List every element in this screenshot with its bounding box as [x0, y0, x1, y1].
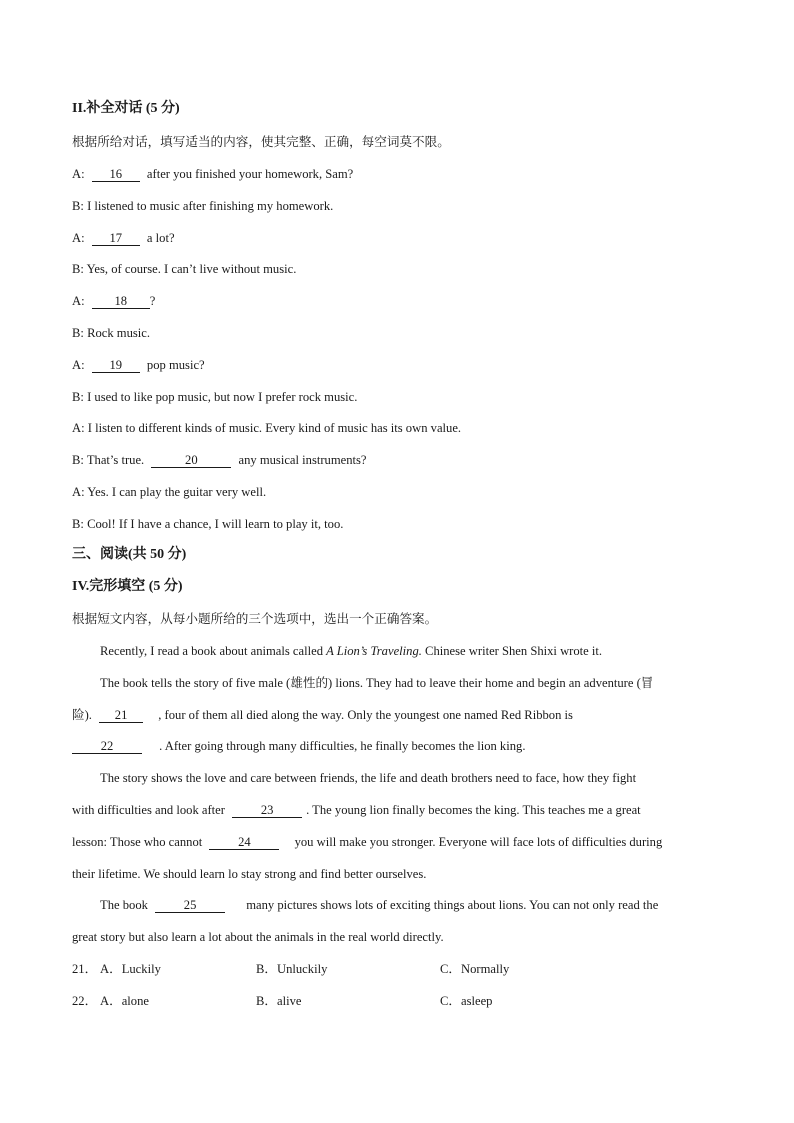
answer-blank[interactable]: 16	[92, 167, 140, 182]
cloze-blank-25[interactable]: 25	[155, 898, 225, 913]
cloze-blank-22[interactable]: 22	[72, 739, 142, 754]
section-heading-dialogue: II.补全对话 (5 分)	[72, 101, 180, 116]
option-b[interactable]: B．Unluckily	[256, 962, 328, 976]
passage-paragraph-4-line-2: great story but also learn a lot about the animals in the real world directly.	[72, 930, 444, 944]
question-number: 22．	[72, 994, 98, 1008]
option-c[interactable]: C．Normally	[440, 962, 510, 976]
dialogue-line	[72, 420, 461, 436]
speaker-label: A:	[72, 294, 85, 308]
dialogue-text: Yes. I can play the guitar very well.	[87, 485, 267, 499]
passage-paragraph-4-line-1	[100, 897, 658, 913]
section-instruction-cloze: 根据短文内容，从每小题所给的三个选项中，选出一个正确答案。	[72, 612, 438, 626]
option-a[interactable]: A．alone	[100, 994, 149, 1008]
passage-text: , four of them all died along the way. Only the youngest one named Red Ribbon is	[158, 708, 573, 722]
passage-paragraph-3-line-3	[72, 834, 662, 850]
dialogue-text: Rock music.	[87, 326, 151, 340]
question-number: 21．	[72, 962, 98, 976]
passage-paragraph-3-line-2	[72, 802, 641, 818]
dialogue-text: I used to like pop music, but now I prefer rock music.	[87, 390, 358, 404]
passage-text: you will make you stronger. Everyone will face lots of difficulties during	[294, 835, 663, 849]
passage-text: lesson: Those who cannot	[72, 835, 203, 849]
answer-blank[interactable]: 20	[151, 453, 231, 468]
speaker-label: A:	[72, 421, 85, 435]
option-a[interactable]: A．Luckily	[100, 962, 161, 976]
speaker-label: B:	[72, 262, 84, 276]
dialogue-text: I listen to different kinds of music. Every kind of music has its own value.	[87, 421, 462, 435]
passage-text: Recently, I read a book about animals called	[100, 644, 327, 658]
dialogue-line	[72, 230, 175, 246]
dialogue-line	[72, 198, 333, 214]
dialogue-text: a lot?	[146, 231, 175, 245]
dialogue-line	[72, 357, 205, 373]
answer-blank[interactable]: 19	[92, 358, 140, 373]
dialogue-line	[72, 261, 296, 277]
options-row-21	[72, 961, 722, 977]
dialogue-text: pop music?	[146, 358, 205, 372]
passage-text: many pictures shows lots of exciting things about lions. You can not only read the	[246, 898, 659, 912]
dialogue-line	[72, 389, 357, 405]
speaker-label: B:	[72, 326, 84, 340]
passage-paragraph-2-line-2	[72, 707, 573, 723]
passage-paragraph-3-line-4: their lifetime. We should learn lo stay strong and find better ourselves.	[72, 867, 427, 881]
passage-paragraph-3-line-1: The story shows the love and care between friends, the life and death brothers need to face, how they fight	[100, 771, 637, 785]
cloze-blank-23[interactable]: 23	[232, 803, 302, 818]
dialogue-line	[72, 452, 367, 468]
speaker-label: A:	[72, 358, 85, 372]
speaker-label: B:	[72, 199, 84, 213]
section-instruction-dialogue: 根据所给对话，填写适当的内容，使其完整、正确，每空词莫不限。	[72, 135, 450, 149]
speaker-label: A:	[72, 231, 85, 245]
dialogue-text: Cool! If I have a chance, I will learn to play it, too.	[87, 517, 344, 531]
dialogue-text: after you finished your homework, Sam?	[146, 167, 354, 181]
dialogue-line	[72, 166, 353, 182]
passage-paragraph-2-line-3	[72, 738, 525, 754]
answer-blank[interactable]: 17	[92, 231, 140, 246]
dialogue-line	[72, 293, 155, 309]
dialogue-line	[72, 516, 343, 532]
dialogue-text: ?	[149, 294, 156, 308]
speaker-label: A:	[72, 485, 85, 499]
dialogue-text: That’s true.	[86, 453, 145, 467]
options-row-22	[72, 993, 722, 1009]
dialogue-text: any musical instruments?	[238, 453, 367, 467]
dialogue-line	[72, 484, 266, 500]
passage-text: 险).	[72, 708, 92, 722]
section-heading-reading: 三、阅读(共 50 分)	[72, 547, 187, 562]
cloze-blank-21[interactable]: 21	[99, 708, 143, 723]
answer-blank[interactable]: 18	[92, 294, 150, 309]
passage-paragraph-1	[100, 643, 602, 659]
option-c[interactable]: C．asleep	[440, 994, 493, 1008]
option-b[interactable]: B．alive	[256, 994, 302, 1008]
section-heading-cloze: IV.完形填空 (5 分)	[72, 579, 183, 594]
speaker-label: B:	[72, 390, 84, 404]
passage-paragraph-2-line-1: The book tells the story of five male (雄性的) lions. They had to leave their home and begin an adventure (冒	[100, 676, 654, 690]
dialogue-text: Yes, of course. I can’t live without music.	[86, 262, 297, 276]
dialogue-text: I listened to music after finishing my homework.	[87, 199, 334, 213]
dialogue-line	[72, 325, 150, 341]
speaker-label: B:	[72, 517, 84, 531]
cloze-blank-24[interactable]: 24	[209, 835, 279, 850]
passage-text: . After going through many difficulties, he finally becomes the lion king.	[159, 739, 526, 753]
passage-text: Chinese writer Shen Shixi wrote it.	[421, 644, 603, 658]
book-title: A Lion’s Traveling.	[326, 644, 422, 658]
passage-text: The book	[100, 898, 148, 912]
speaker-label: A:	[72, 167, 85, 181]
passage-text: with difficulties and look after	[72, 803, 225, 817]
passage-text: . The young lion finally becomes the king. This teaches me a great	[306, 803, 641, 817]
speaker-label: B:	[72, 453, 84, 467]
